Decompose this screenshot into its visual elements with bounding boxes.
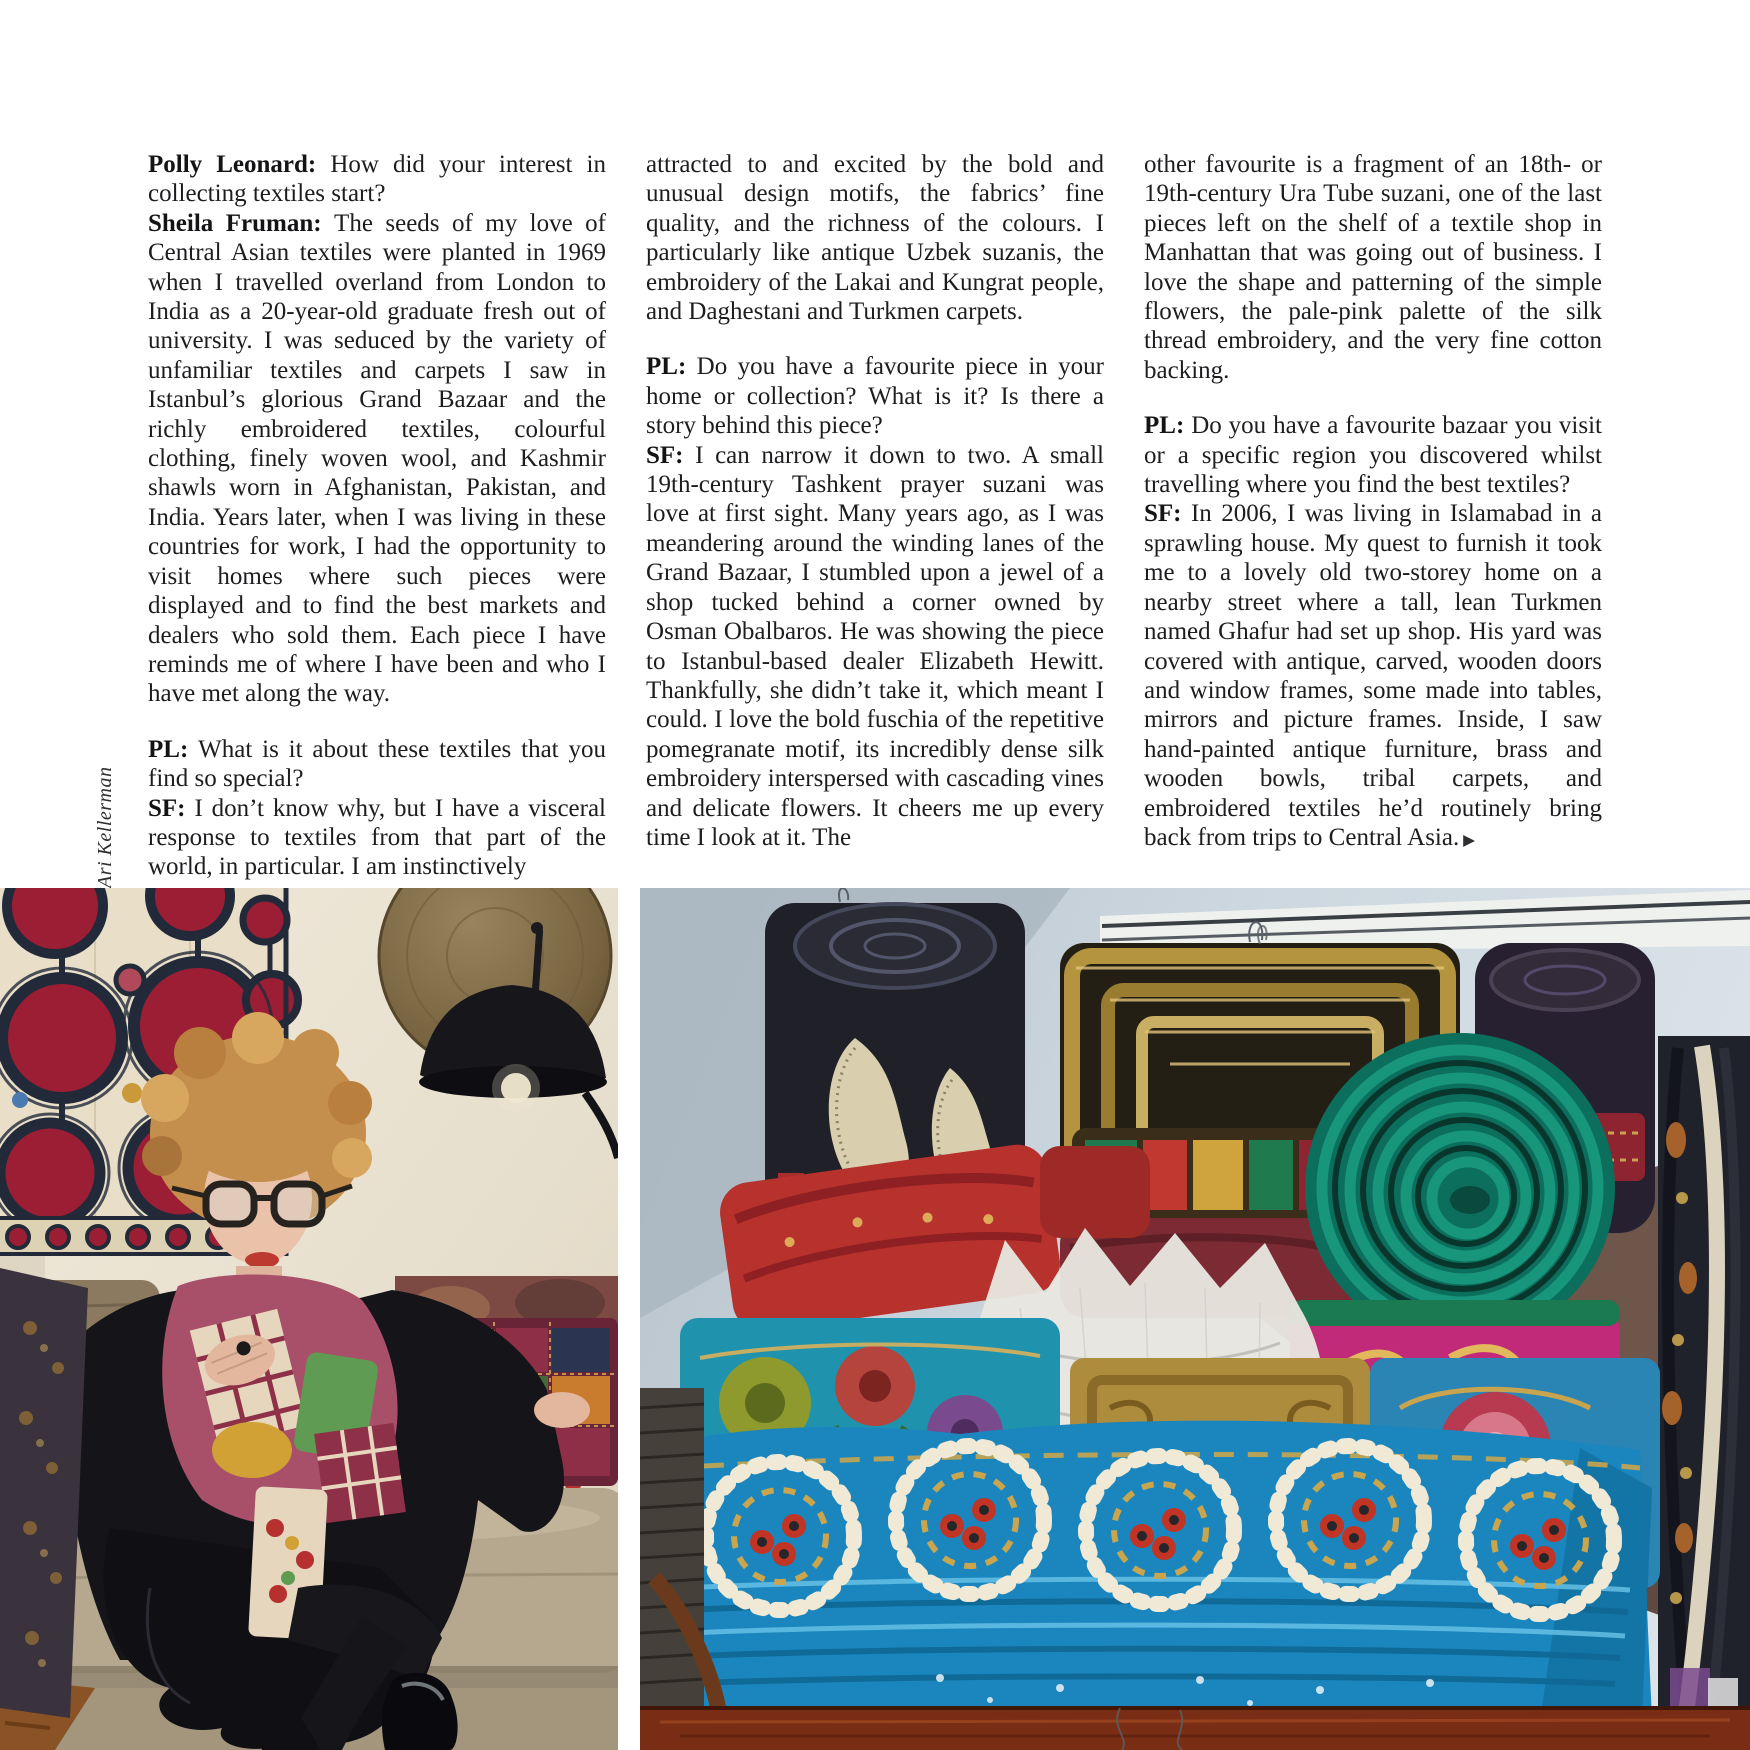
paragraph: Polly Leonard: How did your interest in collecting textiles start? — [148, 151, 606, 208]
photo-textile-stack — [640, 888, 1750, 1750]
blue-drape — [660, 1421, 1652, 1720]
article-column-1 — [148, 150, 606, 888]
paragraph: attracted to and excited by the bold and unusual design motifs, the fabrics’ fine quality, and the richness of the colours. I particularly like antique Uzbek suzanis, the embroidery of the Lakai and Kungrat people, and Daghestani and Turkmen carpets. — [646, 151, 1104, 326]
speaker-label: PL: — [646, 353, 697, 381]
lips — [245, 1252, 279, 1268]
folded-stack-edge — [1658, 1036, 1750, 1748]
article-column-3 — [1144, 150, 1602, 888]
speaker-label: SF: — [1144, 500, 1191, 528]
article-column-2 — [646, 150, 1104, 888]
speaker-label: SF: — [148, 794, 195, 822]
speaker-label: Sheila Fruman: — [148, 209, 335, 237]
photo-portrait-sheila-fruman — [0, 888, 618, 1750]
photo-credit: Ari Kellerman — [94, 766, 116, 888]
paragraph: SF: I can narrow it down to two. A small 19th-century Tashkent prayer suzani was love at first sight. Many years ago, as I was meandering around the winding lanes of the Grand Bazaar, I stumbled upon a jewel of a shop tucked behind a corner owned by Osman Obalbaros. He was showing the piece to Istanbul-based dealer Elizabeth Hewitt. Thankfully, she didn’t take it, which meant I could. I love the bold fuschia of the repetitive pomegranate motif, its incredibly dense silk embroidery interspersed with cascading vines and delicate flowers. It cheers me up every time I look at it. The — [646, 441, 1104, 851]
paragraph: SF: In 2006, I was living in Islamabad in a sprawling house. My quest to furnish it took me to a lovely old two-storey home on a nearby street where a tall, lean Turkmen named Ghafur had set up shop. His yard was covered with antique, carved, wooden doors and window frames, some made into tables, mirrors and picture frames. Inside, I saw hand-painted antique furniture, brass and wooden bowls, tribal carpets, and embroidered textiles he’d routinely bring back from trips to Central Asia. ▶ — [1144, 500, 1602, 851]
paragraph: other favourite is a fragment of an 18th- or 19th-century Ura Tube suzani, one of the last pieces left on the shelf of a textile shop in Manhattan that was going out of business. I love the shape and patterning of the simple flowers, the pale-pink palette of the silk thread embroidery, and the very fine cotton backing. — [1144, 151, 1602, 384]
paragraph: PL: Do you have a favourite piece in your home or collection? What is it? Is there a story behind this piece? — [646, 353, 1104, 440]
continuation-marker-icon: ▶ — [1459, 831, 1476, 849]
right-hand — [534, 1392, 590, 1428]
paragraph: PL: Do you have a favourite bazaar you visit or a specific region you discovered whilst travelling where you find the best textiles? — [1144, 412, 1602, 499]
speaker-label: PL: — [1144, 412, 1192, 440]
article-text-block — [148, 150, 1602, 888]
teal-spiral-roll — [1305, 1033, 1615, 1343]
speaker-label: PL: — [148, 735, 199, 763]
speaker-label: SF: — [646, 441, 696, 469]
paragraph: PL: What is it about these textiles that you find so special? — [148, 735, 606, 793]
wooden-bench — [640, 1706, 1750, 1750]
speaker-label: Polly Leonard: — [148, 151, 331, 178]
paragraph: SF: I don’t know why, but I have a visceral response to textiles from that part of the world, in particular. I am instinctively — [148, 794, 606, 881]
paragraph: Sheila Fruman: The seeds of my love of Central Asian textiles were planted in 1969 when I travelled overland from London to India as a 20-year-old graduate fresh out of university. I was seduced by the variety of unfamiliar textiles and carpets I saw in Istanbul’s glorious Grand Bazaar and the richly embroidered textiles, colourful clothing, finely woven wool, and Kashmir shawls worn in Afghanistan, Pakistan, and India. Years later, when I was living in these countries for work, I had the opportunity to visit homes where such pieces were displayed and to find the best markets and dealers who sold them. Each piece I have reminds me of where I have been and who I have met along the way. — [148, 209, 606, 708]
